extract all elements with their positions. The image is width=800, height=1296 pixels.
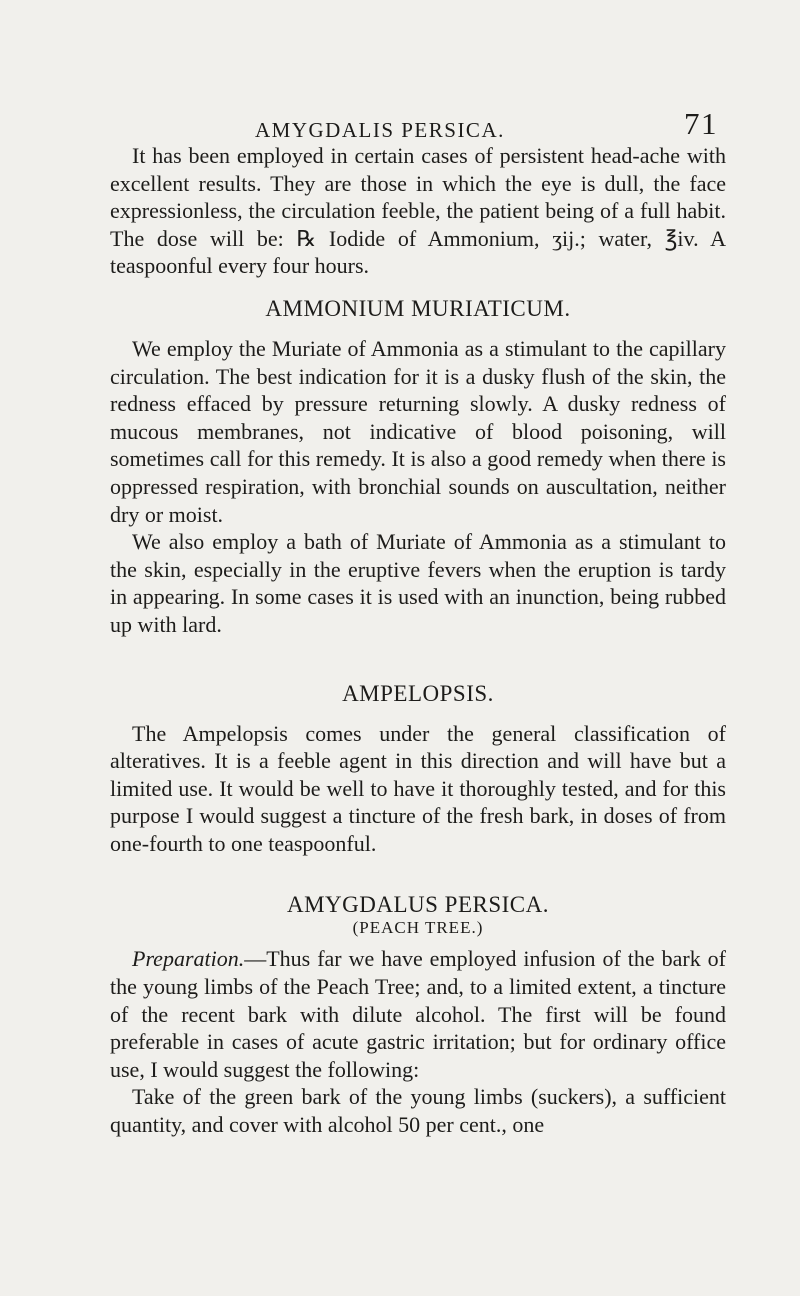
- amygdalus-paragraph-1: Take of the green bark of the young limbs (suckers), a sufficient quantity, and cover with alcohol 50 per cent., one: [110, 1084, 726, 1138]
- page-number: 71: [684, 106, 718, 141]
- section-heading-ammonium: AMMONIUM MURIATICUM.: [265, 295, 571, 321]
- section-subheading-peach-tree: (PEACH TREE.): [352, 918, 484, 938]
- preparation-label: Preparation.: [132, 946, 245, 972]
- ampelopsis-paragraph-1: The Ampelopsis comes under the general classification of alteratives. It is a feeble agent in this direction and will have but a limited use. It would be well to have it thoroughly tested, and for this purpose I would suggest a tincture of the fresh bark, in doses of from one-fourth to one teaspoonful.: [110, 720, 726, 856]
- running-head: [110, 92, 726, 142]
- ammonium-paragraph-1: We employ the Muriate of Ammonia as a stimulant to the capillary circulation. The best indication for it is a dusky flush of the skin, the redness effaced by pressure returning slowly. A dusky redness of mucous membranes, not indicative of blood poisoning, will sometimes call for this remedy. It is also a good remedy when there is oppressed respiration, with bronchial sounds on auscultation, neither dry or moist.: [110, 335, 726, 527]
- intro-paragraph: It has been employed in certain cases of persistent head-ache with excellent results. They are those in which the eye is dull, the face expressionless, the circulation feeble, the patient being of a full habit. The dose will be: ℞ Iodide of Ammonium, ʒij.; water, ℥iv. A teaspoonful every four hours.: [110, 143, 726, 279]
- section-heading-amygdalus: AMYGDALUS PERSICA.: [286, 892, 550, 918]
- preparation-text: —Thus far we have employed infusion of the bark of the young limbs of the Peach Tree; and, to a limited extent, a tincture of the recent bark with dilute alcohol. The first will be found preferable in cases of acute gastric irritation; but for ordinary office use, I would suggest the following:: [110, 946, 726, 1082]
- section-heading-ampelopsis: AMPELOPSIS.: [342, 680, 494, 706]
- running-head-title: AMYGDALIS PERSICA.: [255, 118, 505, 142]
- ammonium-paragraph-2: We also employ a bath of Muriate of Ammonia as a stimulant to the skin, especially in the eruptive fevers when the eruption is tardy in appearing. In some cases it is used with an inunction, being rubbed up with lard.: [110, 529, 726, 637]
- preparation-paragraph: [110, 945, 726, 1083]
